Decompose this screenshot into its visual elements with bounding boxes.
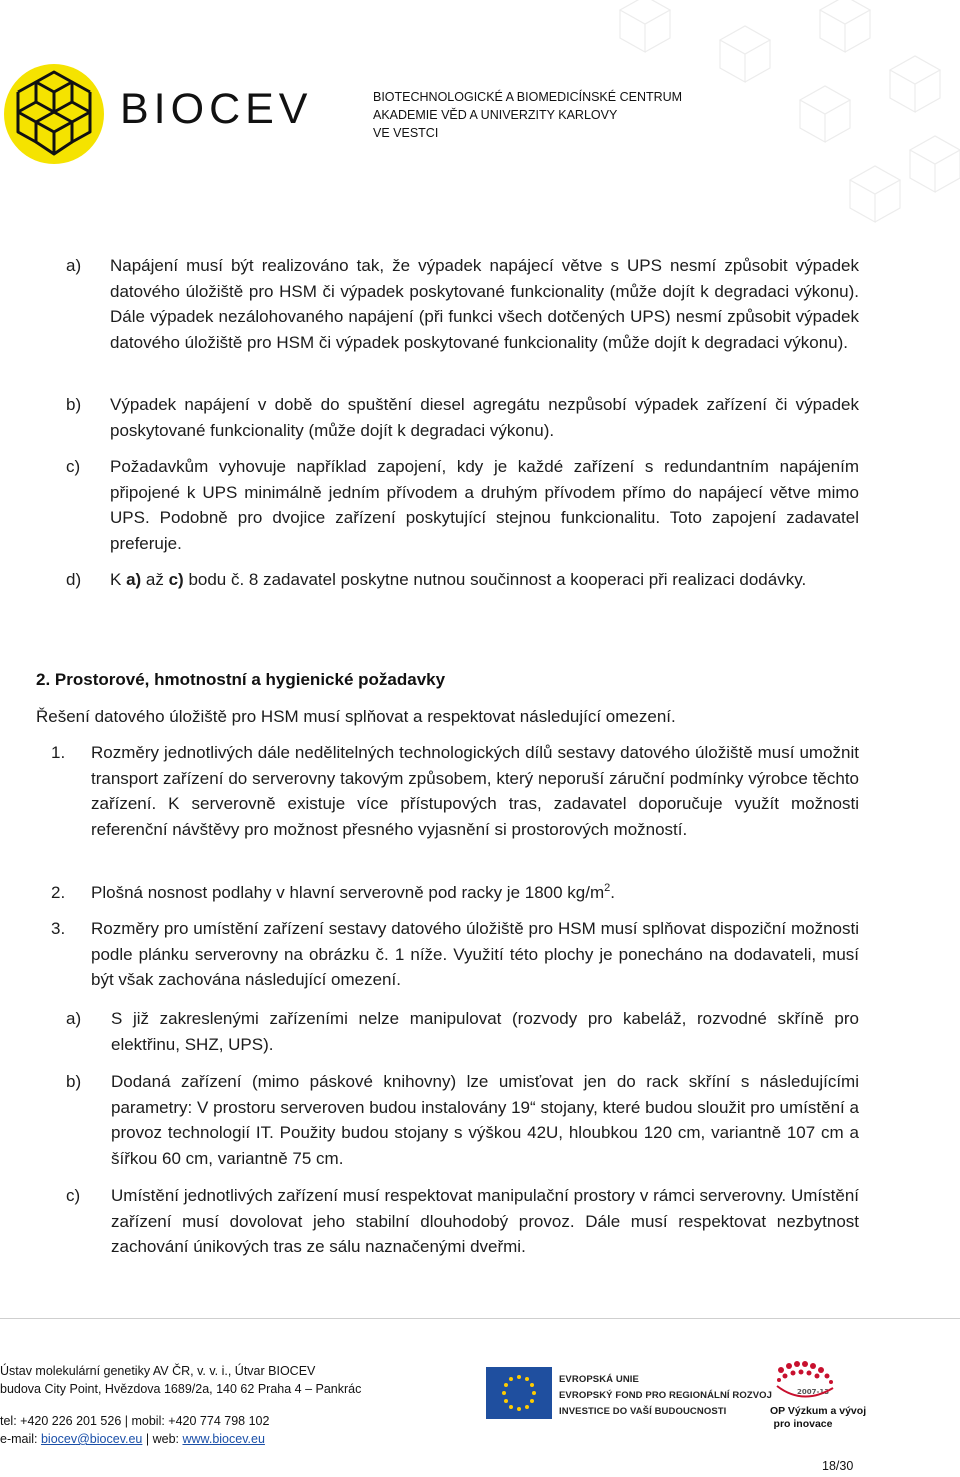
eu-flag-icon — [486, 1367, 552, 1419]
institution-line: BIOTECHNOLOGICKÉ A BIOMEDICÍNSKÉ CENTRUM — [373, 90, 683, 104]
list-item-text: Dodaná zařízení (mimo páskové knihovny) lze umisťovat jen do rack skříní s následujícími parametry: V prostoru serveroven budou instalovány 19“ stojany, které budou sloužit pro umístění a provoz technologií IT. Použity budou stojany s výškou 42U, hloubkou 120 cm, variantně 107 cm a šířkou 60 cm, variantně 75 cm. — [111, 1072, 859, 1168]
footer-address: budova City Point, Hvězdova 1689/2a, 140 62 Praha 4 – Pankrác — [0, 1382, 362, 1396]
list-item-text: Rozměry pro umístění zařízení sestavy datového úložiště pro HSM musí splňovat dispoziční možnosti podle plánku serverovny na obrázku č. 1 níže. Využití této plochy je ponecháno na dodavateli, musí být však zachována následující omezení. — [91, 919, 859, 990]
text-run: Plošná nosnost podlahy v hlavní serverovně pod racky je 1800 kg/m — [91, 883, 605, 902]
footer-divider — [0, 1318, 960, 1319]
list-item-text: Napájení musí být realizováno tak, že výpadek napájecí větve s UPS nesmí způsobit výpadek datového úložiště pro HSM či výpadek poskytované funkcionality (může dojít k degradaci výkonu). Dále výpadek nezálohovaného napájení (při funkci všech dotčených UPS) nesmí způsobit výpadek datového úložiště pro HSM či výpadek poskytované funkcionality (může dojít k degradaci výkonu). — [110, 256, 859, 352]
eu-text — [559, 1372, 772, 1420]
biocev-logo-icon — [2, 62, 106, 166]
list-item-text: Rozměry jednotlivých dále nedělitelných technologických dílů sestavy datového úložiště musí umožnit transport zařízení do serverovny takovým způsobem, který neporuší záruční podmínky výrobce těchto zařízení. K serverovně existuje více přístupových tras, zadavatel doporučuje využít možnosti referenční návštěvy pro možnost přesného vyjasnění si prostorových možností. — [91, 743, 859, 839]
text-run: až — [141, 570, 169, 589]
op-name-line: OP Výzkum a vývoj — [770, 1405, 867, 1417]
list-item-text — [91, 880, 859, 906]
web-link[interactable]: www.biocev.eu — [182, 1432, 265, 1446]
institution-line: AKADEMIE VĚD A UNIVERZITY KARLOVY — [373, 108, 618, 122]
list-marker: a) — [66, 256, 82, 275]
email-label: e-mail: — [0, 1432, 41, 1446]
email-link[interactable]: biocev@biocev.eu — [40, 1432, 143, 1446]
footer-contacts — [0, 1430, 265, 1448]
list-marker: c) — [66, 1186, 81, 1205]
list-marker: b) — [66, 395, 82, 414]
text-run: K — [110, 570, 127, 589]
web-label: | web: — [142, 1432, 183, 1446]
footer-phone: tel: +420 226 201 526 | mobil: +420 774 798 102 — [0, 1414, 270, 1428]
footer-org: Ústav molekulární genetiky AV ČR, v. v. i., Útvar BIOCEV — [0, 1364, 316, 1378]
list-marker: b) — [66, 1072, 82, 1091]
text-run-bold: a) — [126, 570, 142, 589]
list-item-text: S již zakreslenými zařízeními nelze manipulovat (rozvody pro kabeláž, rozvodné skříně pro elektřinu, SHZ, UPS). — [111, 1009, 859, 1054]
eu-line: INVESTICE DO VAŠÍ BUDOUCNOSTI — [559, 1406, 727, 1417]
op-name-line: pro inovace — [773, 1418, 833, 1430]
section-intro: Řešení datového úložiště pro HSM musí splňovat a respektovat následující omezení. — [36, 707, 676, 726]
list-marker: 1. — [51, 743, 66, 762]
list-marker: c) — [66, 457, 81, 476]
list-marker: 2. — [51, 883, 66, 902]
op-name — [770, 1405, 867, 1431]
page-number: 18/30 — [822, 1459, 854, 1473]
superscript: 2 — [604, 882, 611, 894]
text-run-bold: c) — [168, 570, 184, 589]
section-heading: 2. Prostorové, hmotnostní a hygienické požadavky — [36, 670, 446, 689]
logo-wordmark: BIOCEV — [120, 85, 313, 133]
text-run: . — [610, 883, 615, 902]
list-item-text: Výpadek napájení v době do spuštění diesel agregátu nezpůsobí výpadek zařízení či výpadek poskytované funkcionality (může dojít k degradaci výkonu). — [110, 395, 859, 440]
institution-name — [373, 88, 682, 142]
institution-line: VE VESTCI — [373, 126, 439, 140]
list-item-text — [110, 567, 859, 593]
op-vavpi-logo-icon — [767, 1356, 839, 1410]
list-marker: d) — [66, 570, 82, 589]
list-item-text: Umístění jednotlivých zařízení musí respektovat manipulační prostory v rámci serverovny. Umístění zařízení musí dovolovat jeho stabilní dlouhodobý provoz. Dále musí respektovat nezbytnost zachování únikových tras ze sálu naznačenými dveřmi. — [111, 1186, 859, 1257]
op-years: 2007-13 — [797, 1388, 830, 1396]
eu-line: EVROPSKÁ UNIE — [559, 1374, 639, 1385]
list-marker: a) — [66, 1009, 82, 1028]
list-item-text: Požadavkům vyhovuje například zapojení, kdy je každé zařízení s redundantním napájením připojené k UPS minimálně jedním přívodem a druhým přívodem přímo do napájecí větve mimo UPS. Podobně pro dvojice zařízení poskytující stejnou funkcionalitu. Toto zapojení zadavatel preferuje. — [110, 457, 859, 553]
eu-line: EVROPSKÝ FOND PRO REGIONÁLNÍ ROZVOJ — [559, 1390, 773, 1401]
text-run: bodu č. 8 zadavatel poskytne nutnou součinnost a kooperaci při realizaci dodávky. — [183, 570, 807, 589]
list-marker: 3. — [51, 919, 66, 938]
